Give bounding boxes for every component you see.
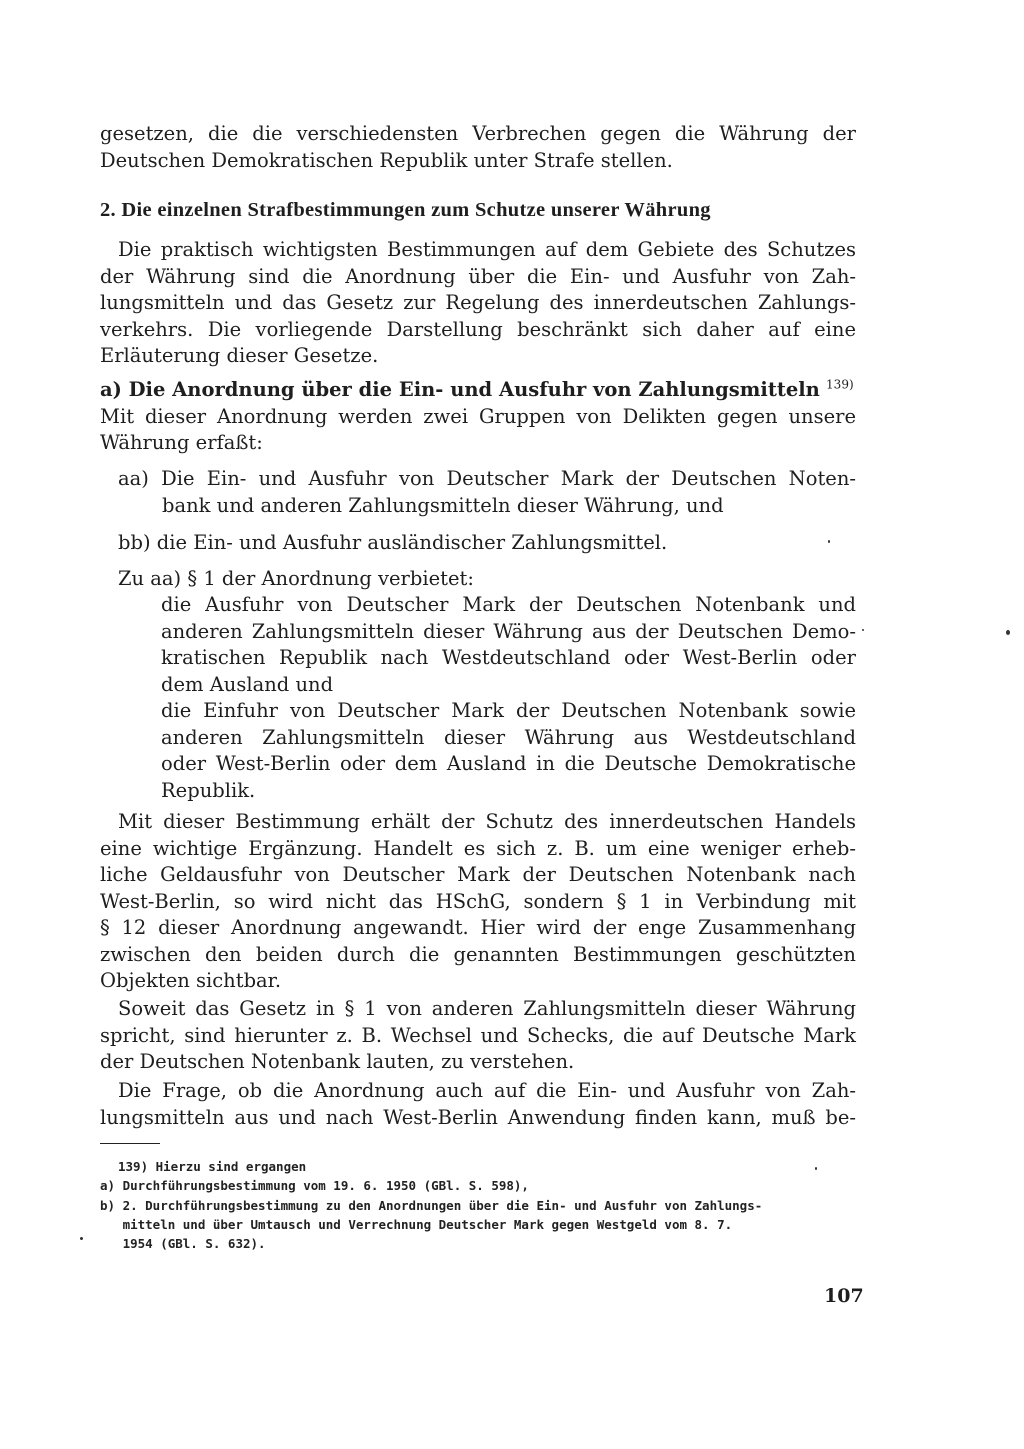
text-line: Die praktisch wichtigsten Bestimmungen auf dem Gebiete des Schutzes [118, 238, 856, 261]
text-line: lungsmitteln und das Gesetz zur Regelung des innerdeutschen Zahlungs- [100, 291, 856, 314]
footnote-b-line: 1954 (GBl. S. 632). [100, 1236, 266, 1251]
intro-paragraph [100, 121, 856, 174]
text-line: bb) die Ein- und Ausfuhr ausländischer Zahlungsmittel. [118, 531, 668, 554]
subsection-heading [100, 377, 856, 404]
section-heading: 2. Die einzelnen Strafbestimmungen zum Schutze unserer Währung [100, 199, 711, 221]
quote-block-2 [161, 698, 856, 804]
scan-speck [815, 1167, 817, 1170]
paragraph-3 [100, 809, 856, 995]
text-line: West-Berlin, so wird nicht das HSchG, sondern § 1 in Verbindung mit [100, 889, 856, 913]
text-line: Soweit das Gesetz in § 1 von anderen Zahlungsmitteln dieser Währung [118, 997, 856, 1020]
page-number: 107 [824, 1285, 864, 1307]
subsection-a [100, 377, 856, 457]
list-item-aa [118, 466, 856, 519]
footnote-b-line: mitteln und über Umtausch und Verrechnung Deutscher Mark gegen Westgeld vom 8. 7. [100, 1217, 733, 1232]
text-line: gesetzen, die die verschiedensten Verbrechen gegen die Währung der [100, 122, 856, 145]
text-line: § 12 dieser Anordnung angewandt. Hier wird der enge Zusammenhang [100, 916, 856, 939]
text-line: anderen Zahlungsmitteln dieser Währung aus der Deutschen Demo- [161, 619, 856, 643]
scan-speck [828, 540, 830, 543]
footnote-ref: 139) [826, 377, 854, 392]
text-line: Die Frage, ob die Anordnung auch auf die Ein- und Ausfuhr von Zah- [118, 1079, 856, 1102]
text-line: Mit dieser Anordnung werden zwei Gruppen von Delikten gegen unsere [100, 404, 856, 428]
text-line: verkehrs. Die vorliegende Darstellung beschränkt sich daher auf eine [100, 317, 856, 341]
quote-block-1 [161, 592, 856, 698]
paragraph-4 [100, 996, 856, 1076]
zu-aa-line [118, 566, 856, 593]
scan-speck [862, 629, 864, 631]
text-line: liche Geldausfuhr von Deutscher Mark der Deutschen Notenbank nach [100, 863, 856, 886]
text-line: Erläuterung dieser Gesetze. [100, 344, 379, 367]
paragraph-1 [100, 237, 856, 370]
text-line: Währung erfaßt: [100, 431, 263, 454]
text-line: dem Ausland und [161, 672, 334, 696]
footnote-divider [100, 1143, 160, 1144]
text-line: Zu aa) § 1 der Anordnung verbietet: [118, 567, 474, 590]
text-line: die Ausfuhr von Deutscher Mark der Deutschen Notenbank und [161, 593, 856, 616]
paragraph-5 [100, 1078, 856, 1131]
scan-speck [80, 1237, 83, 1240]
text-line: Republik. [161, 778, 256, 802]
text-line: der Deutschen Notenbank lauten, zu verstehen. [100, 1050, 575, 1073]
footnote-b-line: b) 2. Durchführungsbestimmung zu den Anordnungen über die Ein- und Ausfuhr von Zahlungs- [100, 1198, 763, 1213]
text-line: eine wichtige Ergänzung. Handelt es sich z. B. um eine weniger erheb- [100, 836, 856, 860]
text-line: zwischen den beiden durch die genannten Bestimmungen geschützten [100, 942, 856, 966]
text-line: anderen Zahlungsmitteln dieser Währung aus Westdeutschland [161, 725, 856, 749]
text-line: lungsmitteln aus und nach West-Berlin Anwendung finden kann, muß be- [100, 1105, 856, 1129]
text-line: Objekten sichtbar. [100, 969, 282, 992]
text-line: die Einfuhr von Deutscher Mark der Deutschen Notenbank sowie [161, 699, 856, 722]
footnote-intro: 139) Hierzu sind ergangen [118, 1159, 307, 1174]
footnote-a: a) Durchführungsbestimmung vom 19. 6. 1950 (GBl. S. 598), [100, 1178, 529, 1193]
subsection-heading-text: a) Die Anordnung über die Ein- und Ausfuhr von Zahlungsmitteln [100, 378, 820, 401]
list-item-bb [118, 530, 856, 557]
text-line: der Währung sind die Anordnung über die Ein- und Ausfuhr von Zah- [100, 264, 856, 288]
text-line: oder West-Berlin oder dem Ausland in die Deutsche Demokratische [161, 752, 856, 775]
text-line: kratischen Republik nach Westdeutschland oder West-Berlin oder [161, 646, 856, 669]
scan-speck [1006, 630, 1010, 635]
text-line: Deutschen Demokratischen Republik unter Strafe stellen. [100, 148, 673, 172]
text-line: Mit dieser Bestimmung erhält der Schutz des innerdeutschen Handels [118, 810, 856, 833]
text-line: spricht, sind hierunter z. B. Wechsel und Schecks, die auf Deutsche Mark [100, 1023, 856, 1047]
text-line: bank und anderen Zahlungsmitteln dieser Währung, und [162, 493, 724, 517]
text-line: aa) Die Ein- und Ausfuhr von Deutscher Mark der Deutschen Noten- [118, 467, 856, 490]
